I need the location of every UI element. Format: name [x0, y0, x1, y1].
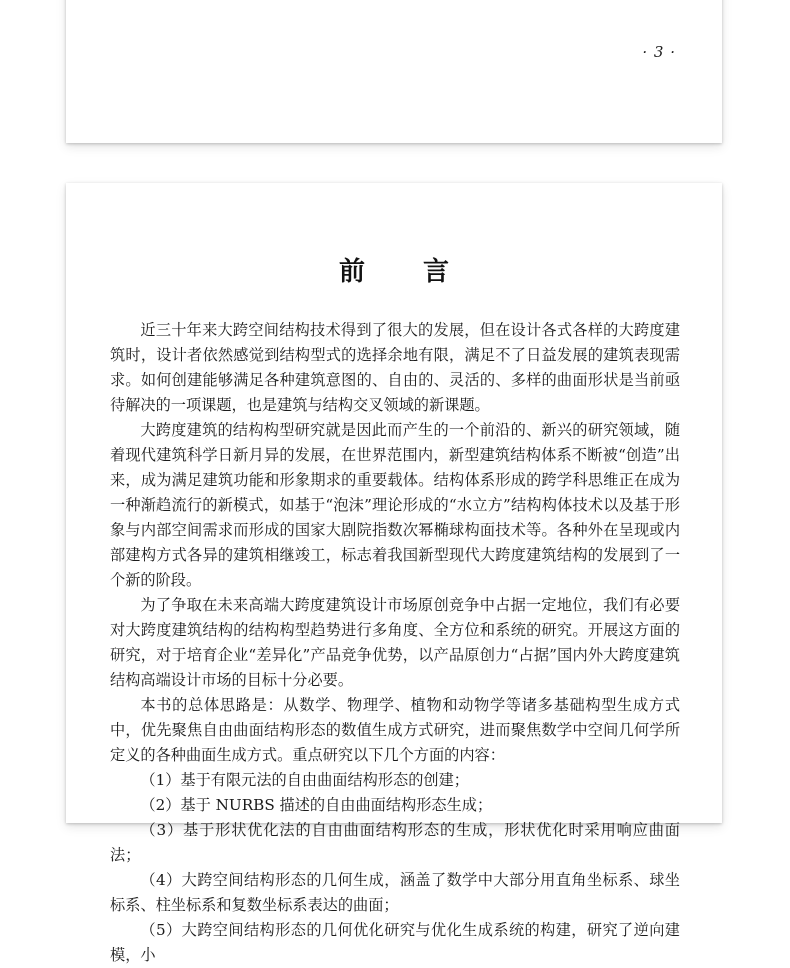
page-body [110, 183, 680, 968]
list-item: （5）大跨空间结构形态的几何优化研究与优化生成系统的构建，研究了逆向建模，小 [110, 921, 680, 964]
paragraph: 大跨度建筑的结构构型研究就是因此而产生的一个前沿的、新兴的研究领域，随着现代建筑科学日新月异的发展，在世界范围内，新型建筑结构体系不断被“创造”出来，成为满足建筑功能和形象期求的重要载体。结构体系形成的跨学科思维正在成为一种渐趋流行的新模式，如基于“泡沫”理论形成的“水立方”结构构体技术以及基于形象与内部空间需求而形成的国家大剧院指数次幂椭球构面技术等。各种外在呈现或内部建构方式各异的建筑相继竣工，标志着我国新型现代大跨度建筑结构的发展到了一个新的阶段。 [110, 421, 680, 589]
page-content-clip [66, 183, 722, 964]
paragraph: 本书的总体思路是：从数学、物理学、植物和动物学等诸多基础构型生成方式中，优先聚焦自由曲面结构形态的数值生成方式研究，进而聚焦数学中空间几何学所定义的各种曲面生成方式。重点研究以下几个方面的内容： [110, 696, 680, 764]
body-text [110, 318, 680, 968]
page-sheet-current [66, 183, 722, 964]
list-item: （1）基于有限元法的自由曲面结构形态的创建； [140, 771, 469, 789]
list-item: （3）基于形状优化法的自由曲面结构形态的生成，形状优化时采用响应曲面法； [110, 821, 680, 864]
list-item: （2）基于 NURBS 描述的自由曲面结构形态生成； [140, 796, 493, 814]
paragraph: 为了争取在未来高端大跨度建筑设计市场原创竞争中占据一定地位，我们有必要对大跨度建筑结构的结构构型趋势进行多角度、全方位和系统的研究。开展这方面的研究，对于培育企业“差异化”产品竞争优势，以产品原创力“占据”国内外大跨度建筑结构高端设计市场的目标十分必要。 [110, 596, 680, 689]
page-number-folio: · 3 · [642, 43, 676, 61]
list-item: （4）大跨空间结构形态的几何生成，涵盖了数学中大部分用直角坐标系、球坐标系、柱坐标系和复数坐标系表达的曲面； [110, 871, 680, 914]
page-sheet-previous [66, 0, 722, 143]
page-title: 前 言 [338, 257, 451, 287]
paragraph: 近三十年来大跨空间结构技术得到了很大的发展，但在设计各式各样的大跨度建筑时，设计者依然感觉到结构型式的选择余地有限，满足不了日益发展的建筑表现需求。如何创建能够满足各种建筑意图的、自由的、灵活的、多样的曲面形状是当前亟待解决的一项课题，也是建筑与结构交叉领域的新课题。 [110, 321, 680, 414]
